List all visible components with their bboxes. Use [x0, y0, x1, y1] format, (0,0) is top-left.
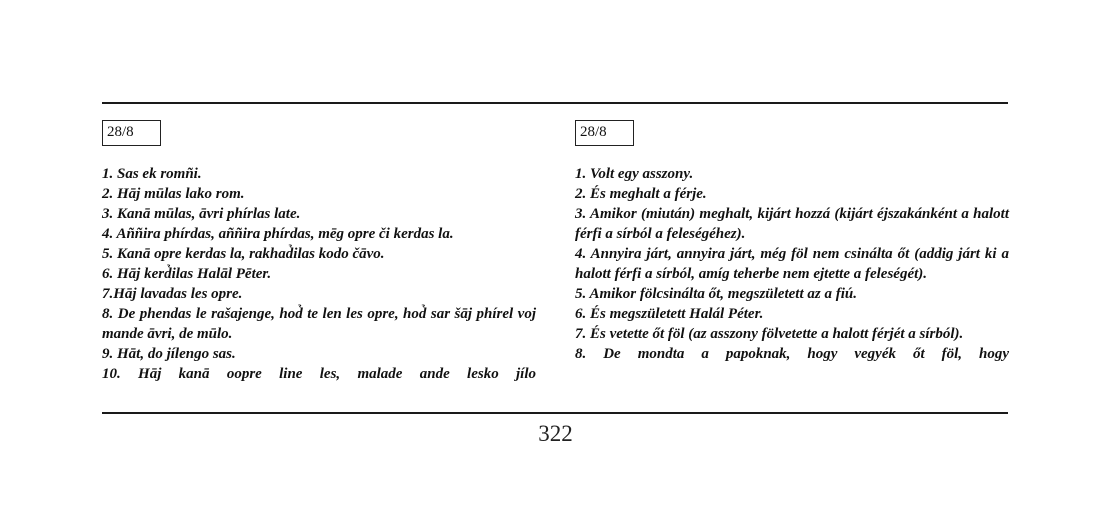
- text-line: 8. De phendas le rašajenge, hod̉ te len les opre, hod̉ sar šāj phírel voj mande āvri, de mūlo.: [102, 306, 536, 342]
- page-number: 322: [538, 421, 573, 446]
- translation-line: 2. És meghalt a férje.: [575, 186, 707, 202]
- text-line: 5. Kanā opre kerdas la, rakhad̉ilas kodo čāvo.: [102, 246, 385, 262]
- text-line: 7.Hāj lavadas les opre.: [102, 286, 243, 302]
- translation-line: 6. És megszületett Halál Péter.: [575, 306, 764, 322]
- text-line: 6. Hāj kerd̉ilas Halāl Pēter.: [102, 266, 272, 282]
- text-line: 4. Aññira phírdas, aññira phírdas, mēg opre či kerdas la.: [102, 226, 454, 242]
- text-line: 10. Hāj kanā oopre line les, malade ande lesko jílo: [102, 366, 536, 382]
- text-line: 2. Hāj mūlas lako rom.: [102, 186, 245, 202]
- translation-line: 8. De mondta a papoknak, hogy vegyék őt föl, hogy: [575, 346, 1009, 362]
- romani-text-lines: [102, 164, 536, 384]
- translation-line: 1. Volt egy asszony.: [575, 166, 694, 182]
- hungarian-translation-column: [575, 120, 1009, 364]
- text-line: 9. Hāt, do jílengo sas.: [102, 346, 236, 362]
- translation-line: 5. Amikor fölcsinálta őt, megszületett az a fiú.: [575, 286, 857, 302]
- text-line: 3. Kanā mūlas, āvri phírlas late.: [102, 206, 301, 222]
- hungarian-text-lines: [575, 164, 1009, 364]
- text-reference-box: 28/8: [102, 120, 161, 146]
- bottom-rule: [102, 412, 1008, 414]
- text-line: 1. Sas ek romñi.: [102, 166, 202, 182]
- romani-text-column: [102, 120, 536, 384]
- translation-line: 3. Amikor (miután) meghalt, kijárt hozzá (kijárt éjszakánként a halott férfi a sírból a feleségéhez).: [575, 206, 1009, 242]
- translation-line: 4. Annyira járt, annyira járt, még föl nem csinálta őt (addig járt ki a halott férfi a sírból, amíg teherbe nem ejtette a feleségét).: [575, 246, 1009, 282]
- translation-reference-box: 28/8: [575, 120, 634, 146]
- translation-line: 7. És vetette őt föl (az asszony fölvetette a halott férjét a sírból).: [575, 326, 964, 342]
- top-rule: [102, 102, 1008, 104]
